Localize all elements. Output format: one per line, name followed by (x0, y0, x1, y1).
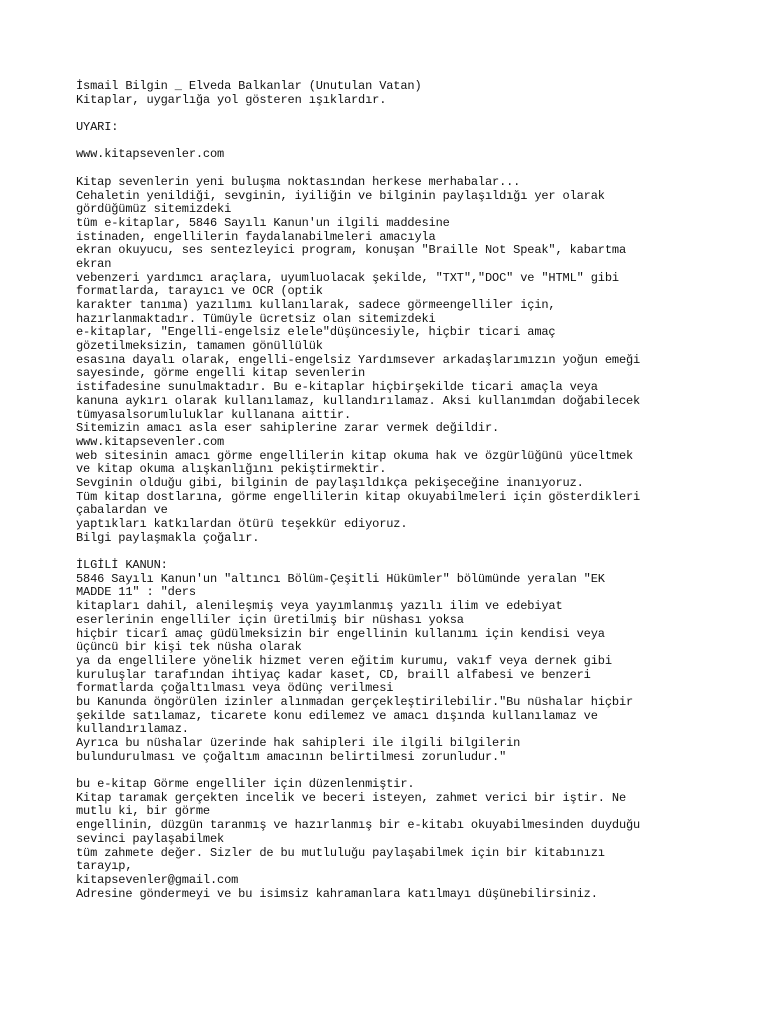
text-line: Kitaplar, uygarlığa yol gösteren ışıklardır. (76, 92, 387, 107)
text-line: Kitap sevenlerin yeni buluşma noktasından herkese merhabalar... (76, 174, 521, 189)
text-line: tüm e-kitaplar, 5846 Sayılı Kanun'un ilgili maddesine (76, 215, 450, 230)
site-url-block (76, 148, 756, 162)
text-line: Cehaletin yenildiği, sevginin, iyiliğin ve bilginin paylaşıldığı yer olarak (76, 188, 605, 203)
blank-line (76, 545, 756, 559)
text-line: kullandırılamaz. (76, 722, 189, 737)
text-line: istinaden, engellilerin faydalanabilmeleri amacıyla (76, 229, 436, 244)
text-line: Sevginin olduğu gibi, bilginin de paylaşıldıkça pekişeceğine inanıyoruz. (76, 475, 584, 490)
text-line: çabalardan ve (76, 503, 168, 518)
text-line: www.kitapsevenler.com (76, 147, 225, 162)
text-line: tüm zahmete değer. Sizler de bu mutluluğu paylaşabilmek için bir kitabınızı (76, 845, 605, 860)
text-line: e-kitaplar, "Engelli-engelsiz elele"düşüncesiyle, hiçbir ticari amaç (76, 325, 556, 340)
text-line: Ayrıca bu nüshalar üzerinde hak sahipleri ile ilgili bilgilerin (76, 736, 521, 750)
text-line: ekran okuyucu, ses sentezleyici program, konuşan "Braille Not Speak", kabartma (76, 243, 626, 258)
text-line: hazırlanmaktadır. Tümüyle ücretsiz olan sitemizdeki (76, 311, 436, 326)
text-line: bu e-kitap Görme engelliler için düzenlenmiştir. (76, 777, 415, 792)
text-line: Sitemizin amacı asla eser sahiplerine zarar vermek değildir. (76, 421, 500, 436)
text-line: kuruluşlar tarafından ihtiyaç kadar kaset, CD, braill alfabesi ve benzeri (76, 667, 591, 682)
blank-line (76, 764, 756, 778)
text-line: hiçbir ticarî amaç güdülmeksizin bir engellinin kullanımı için kendisi veya (76, 626, 605, 641)
text-line: gördüğümüz sitemizdeki (76, 202, 232, 217)
text-line: bu Kanunda öngörülen izinler alınmadan gerçekleştirilebilir."Bu nüshalar hiçbir (76, 694, 634, 709)
blank-line (76, 162, 756, 176)
text-line: formatlarda çoğaltılması veya ödünç verilmesi (76, 681, 394, 696)
text-line: eserlerinin engelliler için üretilmiş bir nüshası yoksa (76, 612, 464, 627)
text-line: ekran (76, 256, 112, 271)
text-line: tarayıp, (76, 859, 133, 874)
document-body (76, 80, 756, 901)
text-line: UYARI: (76, 120, 119, 135)
text-line: İsmail Bilgin _ Elveda Balkanlar (Unutulan Vatan) (76, 79, 422, 93)
text-line: karakter tanıma) yazılımı kullanılarak, sadece görmeengelliler için, (76, 298, 556, 312)
text-line: formatlarda, tarayıcı ve OCR (optik (76, 284, 323, 299)
text-line: Adresine göndermeyi ve bu isimsiz kahramanlara katılmayı düşünebilirsiniz. (76, 886, 598, 901)
text-line: tümyasalsorumluluklar kullanana aittir. (76, 407, 351, 422)
text-line: istifadesine sunulmaktadır. Bu e-kitaplar hiçbirşekilde ticari amaçla veya (76, 380, 598, 395)
header-block (76, 80, 756, 107)
text-line: mutlu ki, bir görme (76, 804, 210, 819)
text-line: www.kitapsevenler.com (76, 434, 225, 449)
text-line: sevinci paylaşabilmek (76, 831, 225, 846)
text-line: 5846 Sayılı Kanun'un "altıncı Bölüm-Çeşitli Hükümler" bölümünde yeralan "EK (76, 571, 605, 586)
text-line: İLGİLİ KANUN: (76, 558, 168, 573)
text-line: vebenzeri yardımcı araçlara, uyumluolacak şekilde, "TXT","DOC" ve "HTML" gibi (76, 270, 619, 285)
text-line: ve kitap okuma alışkanlığını pekiştirmektir. (76, 462, 387, 477)
text-line: yaptıkları katkılardan ötürü teşekkür ediyoruz. (76, 517, 408, 531)
text-line: web sitesinin amacı görme engellilerin kitap okuma hak ve özgürlüğünü yüceltmek (76, 448, 634, 463)
text-line: üçüncü bir kişi tek nüsha olarak (76, 640, 302, 655)
text-line: engellinin, düzgün taranmış ve hazırlanmış bir e-kitabı okuyabilmesinden duyduğu (76, 818, 641, 833)
blank-line (76, 107, 756, 121)
text-line: Tüm kitap dostlarına, görme engellilerin kitap okuyabilmeleri için gösterdikleri (76, 489, 641, 504)
text-line: MADDE 11" : "ders (76, 585, 196, 600)
text-line: gözetilmeksizin, tamamen gönüllülük (76, 339, 323, 354)
intro-block (76, 176, 756, 546)
text-line: esasına dayalı olarak, engelli-engelsiz Yardımsever arkadaşlarımızın yoğun emeği (76, 352, 641, 367)
closing-block (76, 778, 756, 901)
text-line: Kitap taramak gerçekten incelik ve beceri isteyen, zahmet verici bir iştir. Ne (76, 790, 626, 805)
text-line: kitapsevenler@gmail.com (76, 872, 239, 887)
text-line: kitapları dahil, alenileşmiş veya yayımlanmış yazılı ilim ve edebiyat (76, 599, 563, 614)
text-line: kanuna aykırı olarak kullanılamaz, kullandırılamaz. Aksi kullanımdan doğabilecek (76, 393, 641, 408)
text-line: şekilde satılamaz, ticarete konu edilemez ve amacı dışında kullanılamaz ve (76, 708, 598, 723)
text-line: ya da engellilere yönelik hizmet veren eğitim kurumu, vakıf veya dernek gibi (76, 653, 612, 668)
law-block (76, 559, 756, 764)
text-line: Bilgi paylaşmakla çoğalır. (76, 530, 260, 545)
text-line: sayesinde, görme engelli kitap sevenlerin (76, 366, 366, 381)
blank-line (76, 135, 756, 149)
text-line: bulundurulması ve çoğaltım amacının belirtilmesi zorunludur." (76, 749, 507, 764)
warning-heading-block (76, 121, 756, 135)
